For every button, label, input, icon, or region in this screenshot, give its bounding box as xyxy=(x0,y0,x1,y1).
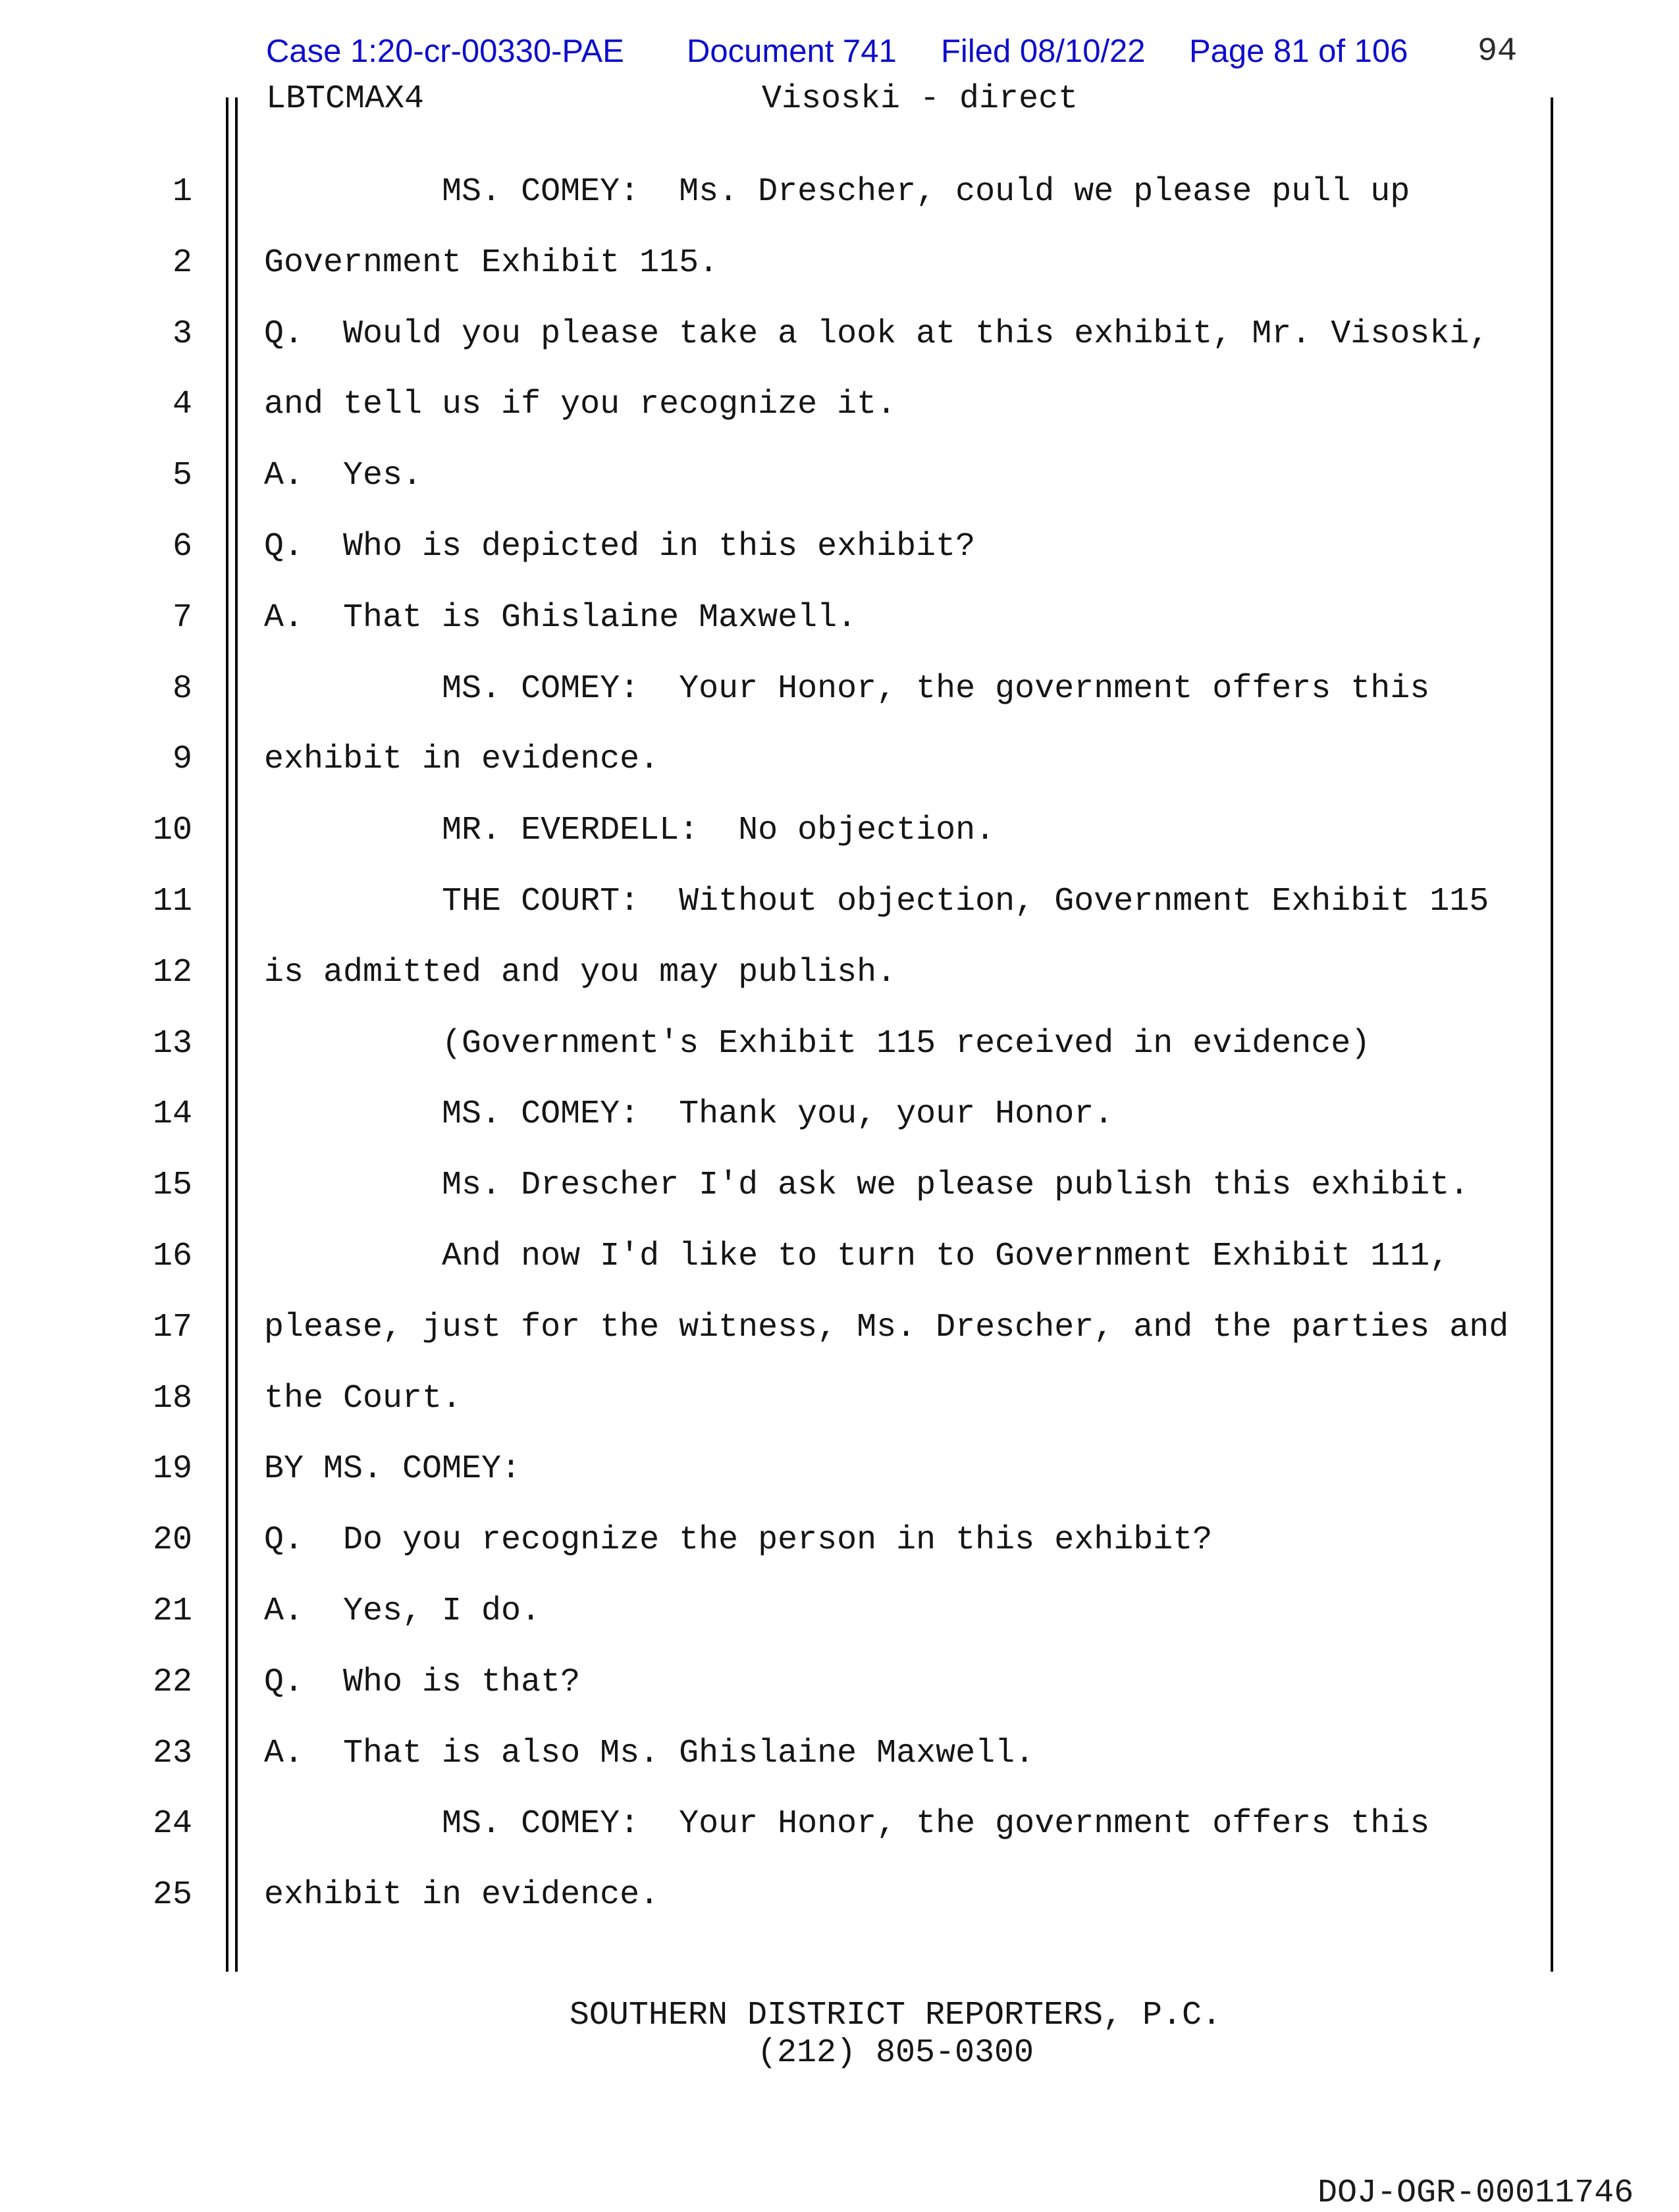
line-text: MR. EVERDELL: No objection. xyxy=(264,812,996,850)
ecf-case-number: Case 1:20-cr-00330-PAE xyxy=(266,34,624,69)
transcript-row xyxy=(0,1097,1679,1136)
line-number: 2 xyxy=(172,244,192,282)
line-text: A. That is Ghislaine Maxwell. xyxy=(264,598,857,637)
transcript-row xyxy=(0,1452,1679,1491)
transcript-row xyxy=(0,1806,1679,1846)
line-text: please, just for the witness, Ms. Drescher, and the parties and xyxy=(264,1308,1509,1346)
transcript-row xyxy=(0,1239,1679,1278)
line-number: 14 xyxy=(152,1095,192,1134)
line-number: 13 xyxy=(152,1024,192,1063)
line-number: 25 xyxy=(152,1876,192,1914)
line-text: MS. COMEY: Your Honor, the government offers this xyxy=(264,1805,1430,1843)
line-text: and tell us if you recognize it. xyxy=(264,386,897,424)
line-number: 20 xyxy=(152,1521,192,1560)
line-text: MS. COMEY: Your Honor, the government offers this xyxy=(264,670,1430,708)
line-number: 19 xyxy=(152,1450,192,1488)
transcript-row xyxy=(0,1665,1679,1704)
line-text: (Government's Exhibit 115 received in evidence) xyxy=(264,1024,1371,1063)
transcript-row xyxy=(0,529,1679,569)
transcript-row xyxy=(0,317,1679,356)
ecf-document: Document 741 xyxy=(687,34,897,69)
line-text: exhibit in evidence. xyxy=(264,741,660,779)
transcript-row xyxy=(0,458,1679,498)
line-text: BY MS. COMEY: xyxy=(264,1450,521,1488)
line-text: Q. Who is that? xyxy=(264,1663,581,1701)
transcript-row xyxy=(0,1168,1679,1207)
line-text: Ms. Drescher I'd ask we please publish this exhibit. xyxy=(264,1167,1470,1205)
witness-direct-label: Visoski - direct xyxy=(762,80,1079,118)
line-number: 22 xyxy=(152,1663,192,1701)
transcript-row xyxy=(0,1026,1679,1066)
transcript-row xyxy=(0,1310,1679,1350)
transcript-row xyxy=(0,387,1679,427)
line-number: 10 xyxy=(152,812,192,850)
line-text: is admitted and you may publish. xyxy=(264,953,897,991)
line-text: And now I'd like to turn to Government Exhibit 111, xyxy=(264,1238,1450,1275)
session-code: LBTCMAX4 xyxy=(266,80,425,118)
line-text: Q. Would you please take a look at this exhibit, Mr. Visoski, xyxy=(264,315,1489,353)
transcript-row xyxy=(0,174,1679,214)
line-text: A. Yes, I do. xyxy=(264,1593,541,1630)
line-text: exhibit in evidence. xyxy=(264,1876,660,1914)
line-number: 18 xyxy=(152,1379,192,1417)
line-text: MS. COMEY: Ms. Drescher, could we please pull up xyxy=(264,173,1410,211)
transcript-row xyxy=(0,1878,1679,1917)
line-number: 23 xyxy=(152,1734,192,1772)
line-number: 7 xyxy=(172,598,192,637)
transcript-row xyxy=(0,246,1679,285)
line-number: 17 xyxy=(152,1308,192,1346)
ecf-filed-date: Filed 08/10/22 xyxy=(941,34,1146,69)
line-text: MS. COMEY: Thank you, your Honor. xyxy=(264,1095,1114,1134)
transcript-page-number: 94 xyxy=(1478,33,1518,70)
line-number: 6 xyxy=(172,528,192,566)
transcript-row xyxy=(0,1736,1679,1776)
line-text: Q. Who is depicted in this exhibit? xyxy=(264,528,976,566)
transcript-row xyxy=(0,884,1679,924)
transcript-row xyxy=(0,672,1679,711)
bates-stamp: DOJ-OGR-00011746 xyxy=(1318,2174,1634,2212)
line-text: THE COURT: Without objection, Government Exhibit 115 xyxy=(264,883,1489,920)
transcript-row xyxy=(0,742,1679,781)
transcript-row xyxy=(0,1523,1679,1562)
line-number: 24 xyxy=(152,1805,192,1843)
transcript-row xyxy=(0,1381,1679,1421)
ecf-page-of: Page 81 of 106 xyxy=(1189,34,1408,69)
line-text: Government Exhibit 115. xyxy=(264,244,719,282)
line-number: 12 xyxy=(152,953,192,991)
line-number: 21 xyxy=(152,1593,192,1630)
line-number: 5 xyxy=(172,457,192,495)
reporters-name: SOUTHERN DISTRICT REPORTERS, P.C. xyxy=(569,1997,1222,2034)
transcript-row xyxy=(0,1594,1679,1633)
reporters-phone: (212) 805-0300 xyxy=(757,2034,1034,2072)
line-text: the Court. xyxy=(264,1379,462,1417)
line-number: 16 xyxy=(152,1238,192,1275)
transcript-row xyxy=(0,600,1679,640)
line-number: 15 xyxy=(152,1167,192,1205)
line-number: 4 xyxy=(172,386,192,424)
line-number: 9 xyxy=(172,741,192,779)
line-number: 11 xyxy=(152,883,192,920)
transcript-row xyxy=(0,955,1679,995)
line-number: 3 xyxy=(172,315,192,353)
line-text: A. Yes. xyxy=(264,457,423,495)
line-text: A. That is also Ms. Ghislaine Maxwell. xyxy=(264,1734,1035,1772)
transcript-row xyxy=(0,813,1679,853)
line-text: Q. Do you recognize the person in this exhibit? xyxy=(264,1521,1213,1560)
line-number: 1 xyxy=(172,173,192,211)
line-number: 8 xyxy=(172,670,192,708)
